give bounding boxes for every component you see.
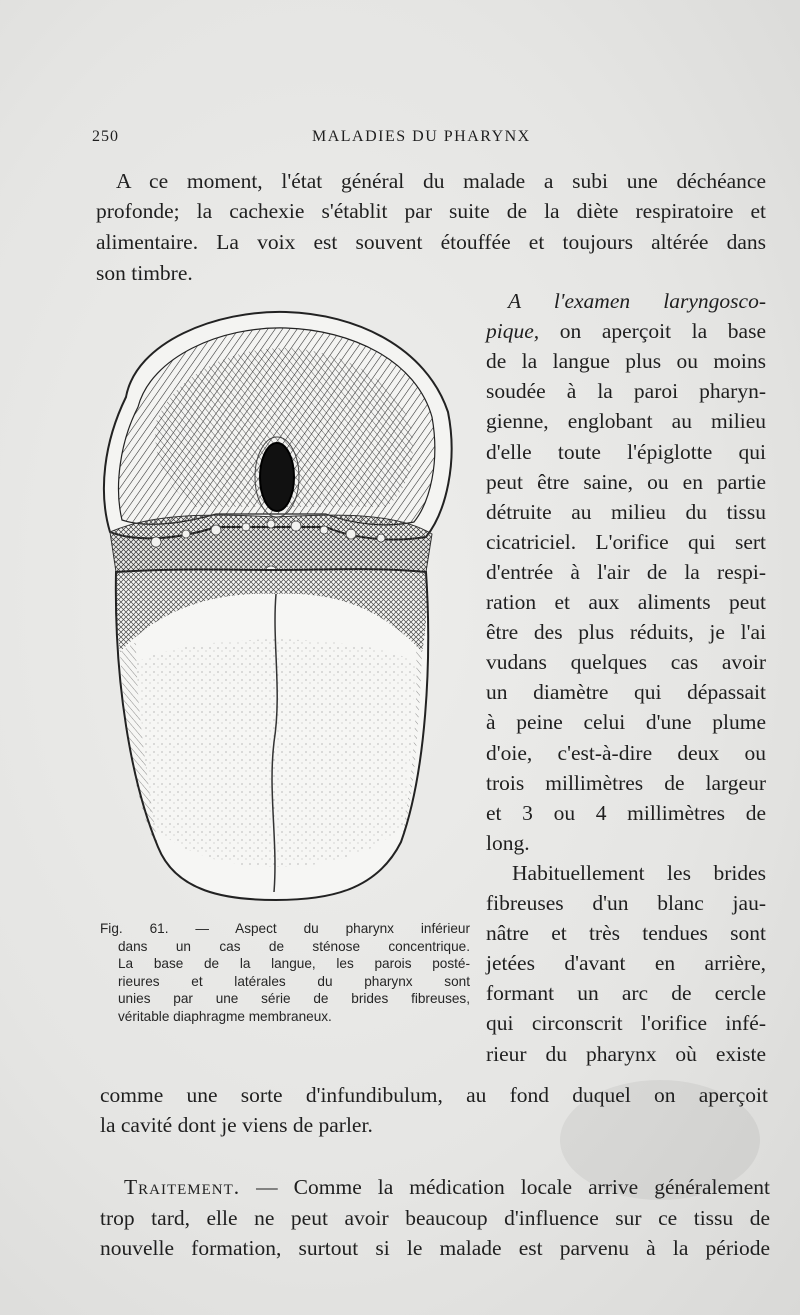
column-line: Habituellement les brides <box>512 860 766 885</box>
column-line: ration et aux aliments peut <box>486 590 766 614</box>
column-line: peut être saine, ou en partie <box>486 469 766 494</box>
column-line: A l'examen laryngosco- <box>508 289 766 313</box>
column-line: d'entrée à l'air de la respi- <box>486 559 766 584</box>
figure-caption <box>100 920 470 1025</box>
paragraph-line: profonde; la cachexie s'établit par suite de la diète respiratoire et <box>96 199 766 223</box>
paragraph-line: comme une sorte d'infundibulum, au fond duquel on aperçoit <box>100 1083 768 1107</box>
column-line: pique, on aperçoit la base <box>486 319 766 344</box>
column-line: fibreuses d'un blanc jau- <box>486 891 766 915</box>
treatment-line <box>124 1172 770 1202</box>
column-line: d'elle toute l'épiglotte qui <box>486 439 766 464</box>
caption-line: Fig. 61. — Aspect du pharynx inférieur <box>100 921 470 936</box>
paragraph-line: A ce moment, l'état général du malade a subi une déchéance <box>116 169 766 193</box>
column-line: nâtre et très tendues sont <box>486 921 766 946</box>
caption-line: unies par une série de brides fibreuses, <box>118 991 470 1006</box>
column-line: jetées d'avant en arrière, <box>486 951 766 976</box>
column-line: à peine celui d'une plume <box>486 710 766 735</box>
column-line: soudée à la paroi pharyn- <box>486 379 766 404</box>
treatment-heading: Traitement. <box>124 1175 241 1199</box>
column-line: et 3 ou 4 millimètres de <box>486 800 766 825</box>
column-line: d'oie, c'est-à-dire deux ou <box>486 740 766 765</box>
column-line: formant un arc de cercle <box>486 981 766 1006</box>
treatment-text: — Comme la médication locale arrive généralement <box>240 1175 770 1199</box>
column-line: rieur du pharynx où existe <box>486 1041 766 1066</box>
caption-line: dans un cas de sténose concentrique. <box>118 938 470 954</box>
column-line: gienne, englobant au milieu <box>486 409 766 434</box>
caption-line: La base de la langue, les parois posté- <box>118 956 470 971</box>
treatment-line: nouvelle formation, surtout si le malade est parvenu à la période <box>100 1236 770 1260</box>
column-line: long. <box>486 830 530 855</box>
page-header <box>92 128 772 152</box>
treatment-line: trop tard, elle ne peut avoir beaucoup d'influence sur ce tissu de <box>100 1206 770 1230</box>
column-line: qui circonscrit l'orifice infé- <box>486 1011 766 1036</box>
italic-text: pique, <box>486 319 540 344</box>
column-line: détruite au milieu du tissu <box>486 499 766 524</box>
paragraph-line: alimentaire. La voix est souvent étouffée et toujours altérée dans <box>96 230 766 254</box>
column-line: être des plus réduits, je l'ai <box>486 620 766 645</box>
column-line: de la langue plus ou moins <box>486 349 766 374</box>
paragraph-line: son timbre. <box>96 261 193 285</box>
column-line: vudans quelques cas avoir <box>486 650 766 675</box>
column-line: trois millimètres de largeur <box>486 770 766 795</box>
column-line: cicatriciel. L'orifice qui sert <box>486 529 766 554</box>
running-head: MALADIES DU PHARYNX <box>312 128 531 145</box>
paragraph-line: la cavité dont je viens de parler. <box>100 1113 373 1137</box>
caption-line: rieures et latérales du pharynx sont <box>118 973 470 989</box>
page-number: 250 <box>92 128 119 145</box>
figure-61-illustration <box>96 302 456 904</box>
caption-line: véritable diaphragme membraneux. <box>118 1008 332 1024</box>
column-line: un diamètre qui dépassait <box>486 680 766 705</box>
pharynx-engraving <box>96 302 456 904</box>
